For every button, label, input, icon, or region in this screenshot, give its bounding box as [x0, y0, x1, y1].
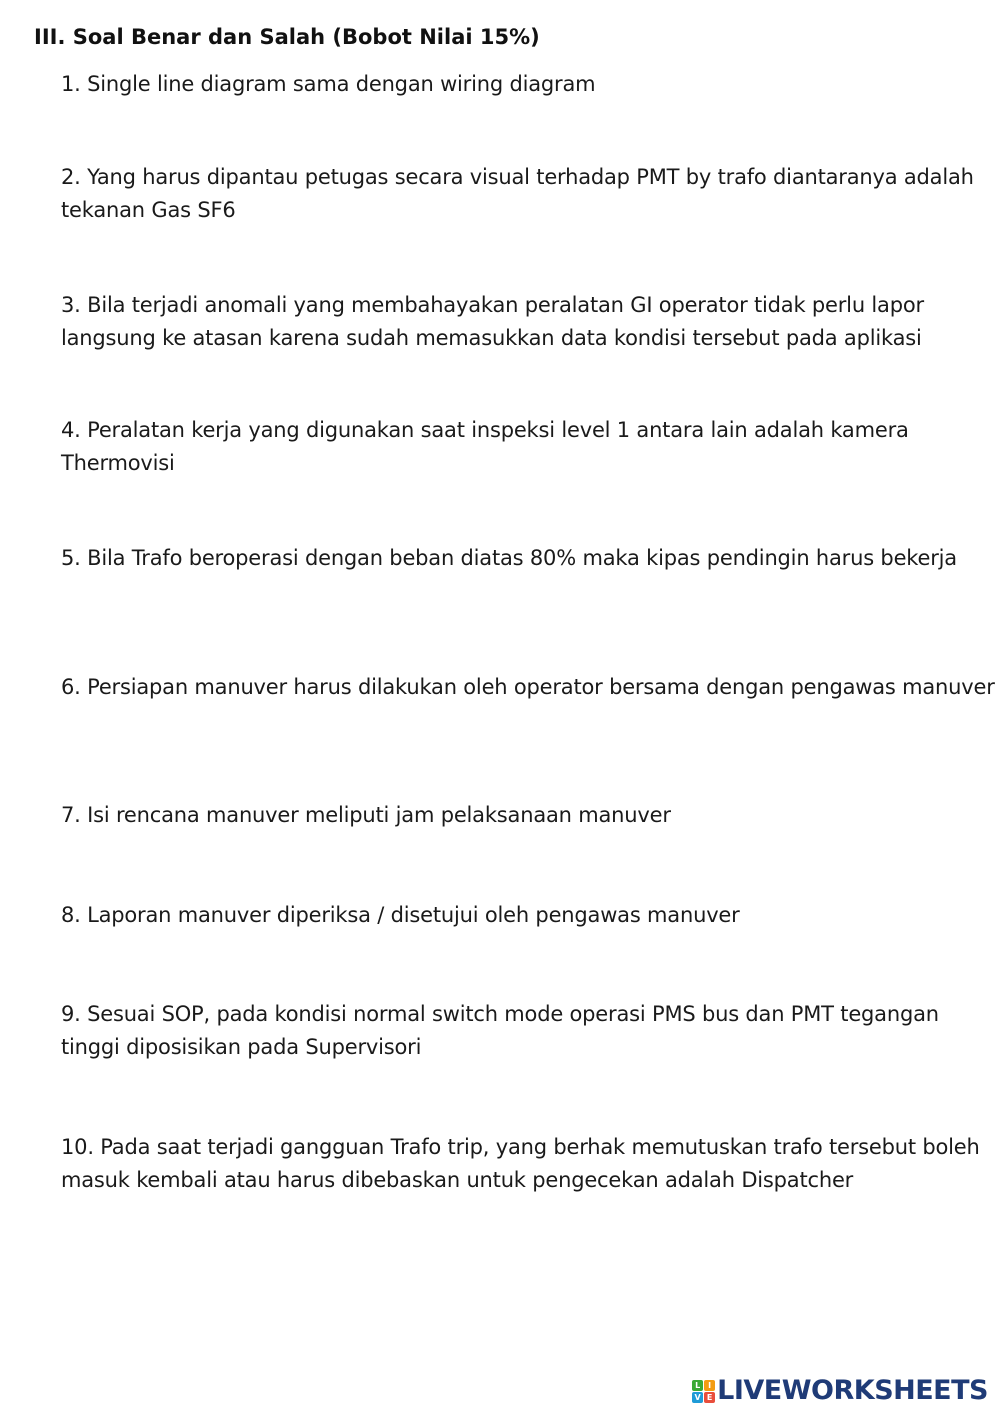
question-5: 5. Bila Trafo beroperasi dengan beban diatas 80% maka kipas pendingin harus bekerja — [61, 546, 957, 570]
logo-tile-i: I — [704, 1380, 715, 1391]
logo-tile-v: V — [692, 1392, 703, 1403]
logo-tile-l: L — [692, 1380, 703, 1391]
question-9: 9. Sesuai SOP, pada kondisi normal switch mode operasi PMS bus dan PMT tegangan tinggi diposisikan pada Supervisori — [61, 1002, 939, 1059]
section-title: III. Soal Benar dan Salah (Bobot Nilai 15%) — [34, 25, 540, 49]
question-10: 10. Pada saat terjadi gangguan Trafo trip, yang berhak memutuskan trafo tersebut boleh masuk kembali atau harus dibebaskan untuk pengecekan adalah Dispatcher — [61, 1135, 980, 1192]
liveworksheets-brand-text: LIVEWORKSHEETS — [717, 1375, 988, 1406]
question-7: 7. Isi rencana manuver meliputi jam pelaksanaan manuver — [61, 803, 671, 827]
logo-tile-e: E — [704, 1392, 715, 1403]
liveworksheets-logo — [692, 1376, 988, 1406]
liveworksheets-logo-icon — [692, 1380, 715, 1403]
question-3: 3. Bila terjadi anomali yang membahayakan peralatan GI operator tidak perlu lapor langsung ke atasan karena sudah memasukkan data kondisi tersebut pada aplikasi — [61, 293, 924, 350]
question-6: 6. Persiapan manuver harus dilakukan oleh operator bersama dengan pengawas manuver — [61, 675, 995, 699]
question-2: 2. Yang harus dipantau petugas secara visual terhadap PMT by trafo diantaranya adalah tekanan Gas SF6 — [61, 165, 974, 222]
question-4: 4. Peralatan kerja yang digunakan saat inspeksi level 1 antara lain adalah kamera Thermovisi — [61, 418, 909, 475]
question-1: 1. Single line diagram sama dengan wiring diagram — [61, 72, 596, 96]
question-8: 8. Laporan manuver diperiksa / disetujui oleh pengawas manuver — [61, 903, 740, 927]
